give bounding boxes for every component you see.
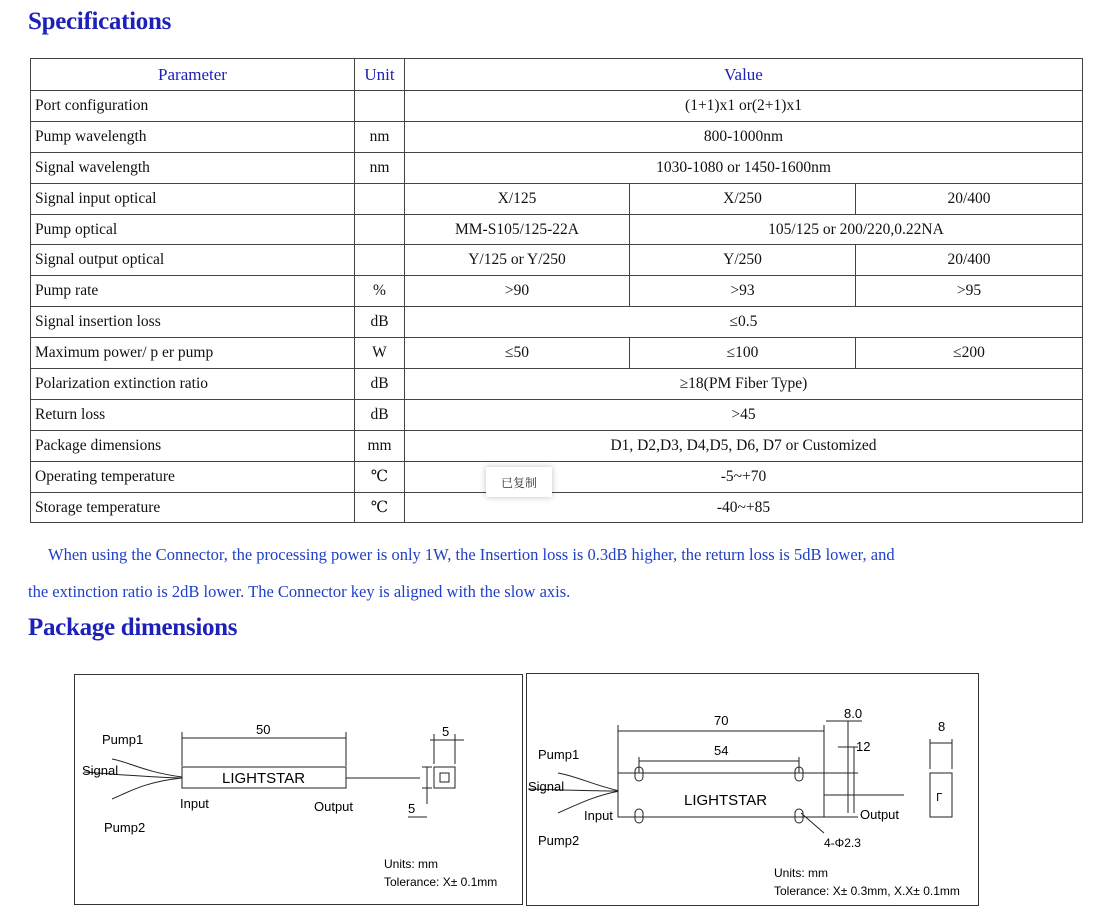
row-value-1: X/125 <box>405 183 630 214</box>
output-label: Output <box>314 799 354 814</box>
row-value: ≥18(PM Fiber Type) <box>405 369 1083 400</box>
row-unit <box>355 245 405 276</box>
row-value-3: 20/400 <box>856 245 1083 276</box>
row-parameter: Pump rate <box>31 276 355 307</box>
row-unit <box>355 183 405 214</box>
row-value: -5~+70 <box>405 461 1083 492</box>
pump2-label: Pump2 <box>104 820 146 835</box>
table-row <box>31 214 1083 245</box>
row-value-3: ≤200 <box>856 338 1083 369</box>
row-value-1: ≤50 <box>405 338 630 369</box>
package-dimensions-heading: Package dimensions <box>28 614 238 641</box>
row-unit: mm <box>355 430 405 461</box>
row-value-3: 20/400 <box>856 183 1083 214</box>
row-unit: % <box>355 276 405 307</box>
row-value: (1+1)x1 or(2+1)x1 <box>405 91 1083 122</box>
header-unit: Unit <box>355 59 405 91</box>
row-value: D1, D2,D3, D4,D5, D6, D7 or Customized <box>405 430 1083 461</box>
pump1-label: Pump1 <box>538 747 580 762</box>
hole-offset-label: 12 <box>856 739 871 754</box>
table-row <box>31 183 1083 214</box>
connector-note-line1: When using the Connector, the processing power is only 1W, the Insertion loss is 0.3dB higher, the return loss is 5dB lower, and <box>48 545 895 564</box>
input-label: Input <box>180 796 209 811</box>
length-label: 70 <box>714 713 729 728</box>
table-row <box>31 338 1083 369</box>
row-unit: dB <box>355 307 405 338</box>
table-row <box>31 399 1083 430</box>
header-parameter: Parameter <box>31 59 355 91</box>
row-parameter: Maximum power/ p er pump <box>31 338 355 369</box>
row-unit <box>355 91 405 122</box>
table-row <box>31 369 1083 400</box>
device-brand: LIGHTSTAR <box>222 770 306 787</box>
table-row <box>31 430 1083 461</box>
pump1-label: Pump1 <box>102 732 144 747</box>
row-parameter: Storage temperature <box>31 492 355 523</box>
row-unit: nm <box>355 121 405 152</box>
output-label: Output <box>860 807 900 822</box>
table-row <box>31 121 1083 152</box>
tolerance-label: Tolerance: X± 0.1mm <box>384 875 498 889</box>
drawing-frame <box>75 675 523 905</box>
row-unit: dB <box>355 369 405 400</box>
row-unit: ℃ <box>355 461 405 492</box>
table-row <box>31 276 1083 307</box>
row-parameter: Signal output optical <box>31 245 355 276</box>
package-drawing-large <box>526 673 980 907</box>
signal-label: Signal <box>82 763 119 778</box>
row-value-3: >95 <box>856 276 1083 307</box>
row-parameter: Operating temperature <box>31 461 355 492</box>
row-unit: W <box>355 338 405 369</box>
table-row <box>31 307 1083 338</box>
row-value-2: Y/250 <box>630 245 856 276</box>
row-unit <box>355 214 405 245</box>
row-parameter: Signal insertion loss <box>31 307 355 338</box>
package-drawing-small <box>74 674 524 906</box>
end-mark-icon: ᒥ <box>936 792 943 804</box>
row-value-2: >93 <box>630 276 856 307</box>
specifications-heading: Specifications <box>28 8 172 35</box>
table-row <box>31 461 1083 492</box>
row-value-2: ≤100 <box>630 338 856 369</box>
length-label: 50 <box>256 722 271 737</box>
table-row <box>31 492 1083 523</box>
header-value: Value <box>405 59 1083 91</box>
row-value-1: MM-S105/125-22A <box>405 214 630 245</box>
row-parameter: Package dimensions <box>31 430 355 461</box>
row-value: ≤0.5 <box>405 307 1083 338</box>
row-parameter: Signal input optical <box>31 183 355 214</box>
table-header-row <box>31 59 1083 91</box>
pump2-label: Pump2 <box>538 833 580 848</box>
specifications-table <box>30 58 1083 523</box>
inner-length-label: 54 <box>714 743 729 758</box>
connector-note-line2: the extinction ratio is 2dB lower. The Connector key is aligned with the slow axis. <box>28 582 571 601</box>
row-parameter: Pump wavelength <box>31 121 355 152</box>
units-label: Units: mm <box>384 857 438 871</box>
row-unit: nm <box>355 152 405 183</box>
row-value: 800-1000nm <box>405 121 1083 152</box>
width-label: 5 <box>442 724 450 739</box>
row-value-2-3: 105/125 or 200/220,0.22NA <box>630 214 1083 245</box>
slot-dimension-label: 8.0 <box>844 706 863 721</box>
tolerance-label: Tolerance: X± 0.3mm, X.X± 0.1mm <box>774 884 960 898</box>
row-value: -40~+85 <box>405 492 1083 523</box>
row-unit: ℃ <box>355 492 405 523</box>
end-width-label: 8 <box>938 719 946 734</box>
table-row <box>31 152 1083 183</box>
row-value-1: Y/125 or Y/250 <box>405 245 630 276</box>
row-value-2: X/250 <box>630 183 856 214</box>
signal-label: Signal <box>528 779 565 794</box>
copied-tooltip: 已复制 <box>486 467 552 497</box>
input-label: Input <box>584 808 613 823</box>
height-label: 5 <box>408 801 416 816</box>
row-parameter: Port configuration <box>31 91 355 122</box>
row-value: >45 <box>405 399 1083 430</box>
row-parameter: Polarization extinction ratio <box>31 369 355 400</box>
units-label: Units: mm <box>774 866 828 880</box>
holes-label: 4-Φ2.3 <box>824 836 861 850</box>
row-parameter: Return loss <box>31 399 355 430</box>
row-value-1: >90 <box>405 276 630 307</box>
row-value: 1030-1080 or 1450-1600nm <box>405 152 1083 183</box>
table-row <box>31 91 1083 122</box>
row-unit: dB <box>355 399 405 430</box>
row-parameter: Signal wavelength <box>31 152 355 183</box>
table-row <box>31 245 1083 276</box>
device-brand: LIGHTSTAR <box>684 792 768 809</box>
row-parameter: Pump optical <box>31 214 355 245</box>
